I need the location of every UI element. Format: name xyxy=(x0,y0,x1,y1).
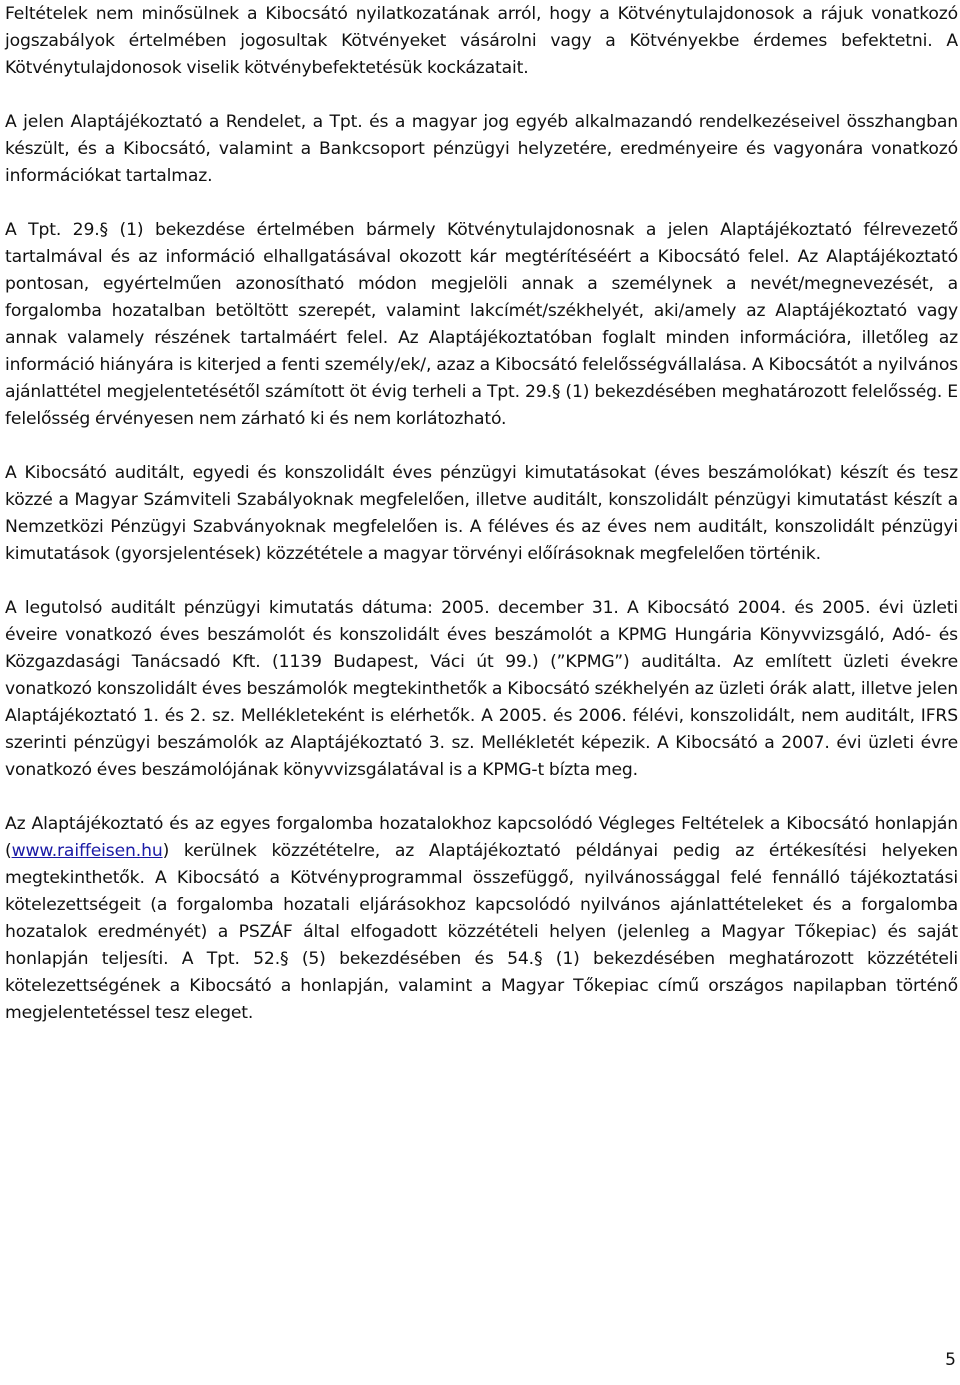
paragraph-financial-statements: A Kibocsátó auditált, egyedi és konszolidált éves pénzügyi kimutatásokat (éves beszámolókat) készít és tesz közzé a Magyar Számviteli Szabályoknak megfelelően, illetve auditált, konszolidált pénzügyi kimutatást készít a Nemzetközi Pénzügyi Szabványoknak megfelelően is. A féléves és az éves nem auditált, konszolidált pénzügyi kimutatások (gyorsjelentések) közzététele a magyar törvényi előírásoknak megfelelően történik. xyxy=(5,463,958,564)
publication-text-end: ) kerülnek közzétételre, az Alaptájékoztató példányai pedig az értékesítési helyeken megtekinthetők. A Kibocsátó a Kötvényprogrammal összefüggő, nyilvánossággal felé fennálló tájékoztatási kötelezettségeit (a forgalomba hozatali eljárásokhoz kapcsolódó nyilvános ajánlattételeket és a forgalomba hozatalok eredményét) a PSZÁF által elfogadott közzétételi helyen (jelenleg a Magyar Tőkepiac) és saját honlapján teljesíti. A Tpt. 52.§ (5) bekezdésében és 54.§ (1) bekezdésében meghatározott közzétételi kötelezettségének a Kibocsátó a honlapján, valamint a Magyar Tőkepiac című országos napilapban történő megjelentetéssel tesz eleget. xyxy=(5,841,958,1023)
paragraph-liability: A Tpt. 29.§ (1) bekezdése értelmében bármely Kötvénytulajdonosnak a jelen Alaptájékoztató félrevezető tartalmával és az információ elhallgatásával okozott kár megtérítéséért a Kibocsátó felel. Az Alaptájékoztató pontosan, egyértelműen azonosítható módon megjelöli annak a személynek a nevét/megnevezését, a forgalomba hozatalban betöltött szerepét, valamint lakcímét/székhelyét, aki/amely az Alaptájékoztató vagy annak valamely részének tartalmáért felel. Az Alaptájékoztatóban foglalt minden információra, illetőleg az információ hiányára is kiterjed a fenti személy/ek/, azaz a Kibocsátó felelősségvállalása. A Kibocsátót a nyilvános ajánlattétel megjelentetésétől számított öt évig terheli a Tpt. 29.§ (1) bekezdésében meghatározott felelősség. E felelősség érvényesen nem zárható ki és nem korlátozható. xyxy=(5,220,958,429)
paragraph-publication xyxy=(5,811,958,1027)
paragraph-prospectus-compliance: A jelen Alaptájékoztató a Rendelet, a Tpt. és a magyar jog egyéb alkalmazandó rendelkezéseivel összhangban készült, és a Kibocsátó, valamint a Bankcsoport pénzügyi helyzetére, eredményeire és vagyonára vonatkozó információkat tartalmaz. xyxy=(5,112,958,186)
document-page xyxy=(5,0,958,1027)
publication-text-start: Az Alaptájékoztató és az egyes forgalomba hozatalokhoz kapcsolódó Végleges Feltételek a Kibocsátó honlapján ( xyxy=(5,814,958,861)
paragraph-investor-eligibility: Feltételek nem minősülnek a Kibocsátó nyilatkozatának arról, hogy a Kötvénytulajdonosok a rájuk vonatkozó jogszabályok értelmében jogosultak Kötvényeket vásárolni vagy a Kötvényekbe érdemes befektetni. A Kötvénytulajdonosok viselik kötvénybefektetésük kockázatait. xyxy=(5,4,958,78)
page-number: 5 xyxy=(945,1350,956,1370)
raiffeisen-website-link[interactable]: www.raiffeisen.hu xyxy=(11,841,163,861)
paragraph-audit: A legutolsó auditált pénzügyi kimutatás dátuma: 2005. december 31. A Kibocsátó 2004. és 2005. évi üzleti éveire vonatkozó éves beszámolót és konszolidált éves beszámolót a KPMG Hungária Könyvvizsgáló, Adó- és Közgazdasági Tanácsadó Kft. (1139 Budapest, Váci út 99.) (”KPMG”) auditálta. Az említett üzleti évekre vonatkozó konszolidált éves beszámolók megtekinthetők a Kibocsátó székhelyén az üzleti órák alatt, illetve jelen Alaptájékoztató 1. és 2. sz. Mellékleteként is elérhetők. A 2005. és 2006. félévi, konszolidált, nem auditált, IFRS szerinti pénzügyi beszámolók az Alaptájékoztató 3. sz. Mellékletét képezik. A Kibocsátó a 2007. évi üzleti évre vonatkozó éves beszámolójának könyvvizsgálatával is a KPMG-t bízta meg. xyxy=(5,598,958,780)
